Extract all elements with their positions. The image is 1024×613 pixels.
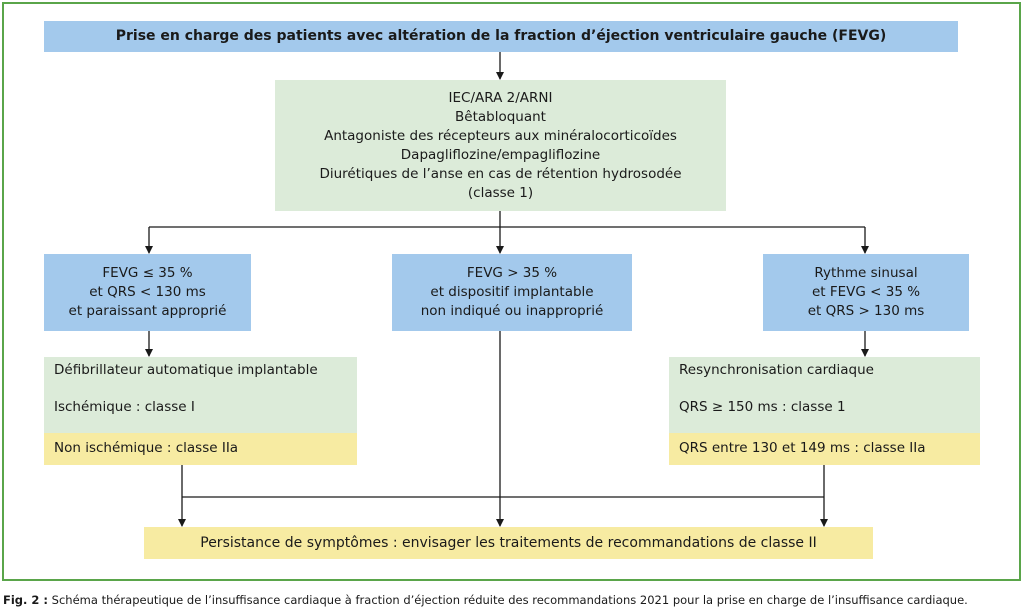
therapy-line: Antagoniste des récepteurs aux minéralocorticoïdes [324,127,677,144]
title-text: Prise en charge des patients avec altération de la fraction d’éjection ventriculaire gauche (FEVG) [115,28,887,44]
resynchronisation-qrs-150: QRS ≥ 150 ms : classe 1 [679,399,846,415]
resynchronisation-heading: Resynchronisation cardiaque [679,362,874,378]
persistence-text: Persistance de symptômes : envisager les traitements de recommandations de classe II [200,534,817,551]
defibrillator-ischemic: Ischémique : classe I [54,399,195,415]
right-condition-box [763,254,969,331]
defibrillator-heading: Défibrillateur automatique implantable [54,362,318,378]
resynchronisation-box [669,357,980,433]
defibrillator-box [44,357,357,433]
left-condition-box [44,254,251,331]
therapy-line: Bêtabloquant [455,108,546,125]
middle-condition-box [392,254,632,331]
left-condition-line: et paraissant approprié [68,303,227,319]
resynchronisation-qrs-130-149-box [669,433,980,465]
defibrillator-non-ischemic: Non ischémique : classe IIa [54,440,239,456]
persistence-box [144,527,873,559]
therapy-line: IEC/ARA 2/ARNI [448,89,553,106]
therapy-line: (classe 1) [467,184,534,201]
left-condition-line: et QRS < 130 ms [89,284,206,300]
caption-label: Fig. 2 : [3,593,49,607]
middle-condition-line: et dispositif implantable [430,284,594,300]
left-condition-line: FEVG ≤ 35 % [102,265,193,281]
title-box [44,21,958,52]
middle-condition-line: non indiqué ou inapproprié [420,303,604,319]
right-condition-line: Rythme sinusal [814,265,918,281]
right-condition-line: et FEVG < 35 % [811,284,921,300]
figure-caption [3,593,1023,607]
middle-condition-line: FEVG > 35 % [466,265,558,281]
caption-text: Schéma thérapeutique de l’insuffisance cardiaque à fraction d’éjection réduite des recommandations 2021 pour la prise en charge de l’insuffisance cardiaque. [51,593,968,607]
right-condition-line: et QRS > 130 ms [807,303,925,319]
therapy-line: Diurétiques de l’anse en cas de rétention hydrosodée [319,165,682,182]
defibrillator-non-ischemic-box [44,433,357,465]
therapy-box [275,80,726,211]
resynchronisation-qrs-130-149: QRS entre 130 et 149 ms : classe IIa [679,440,926,456]
therapy-line: Dapagliflozine/empagliflozine [400,146,601,163]
